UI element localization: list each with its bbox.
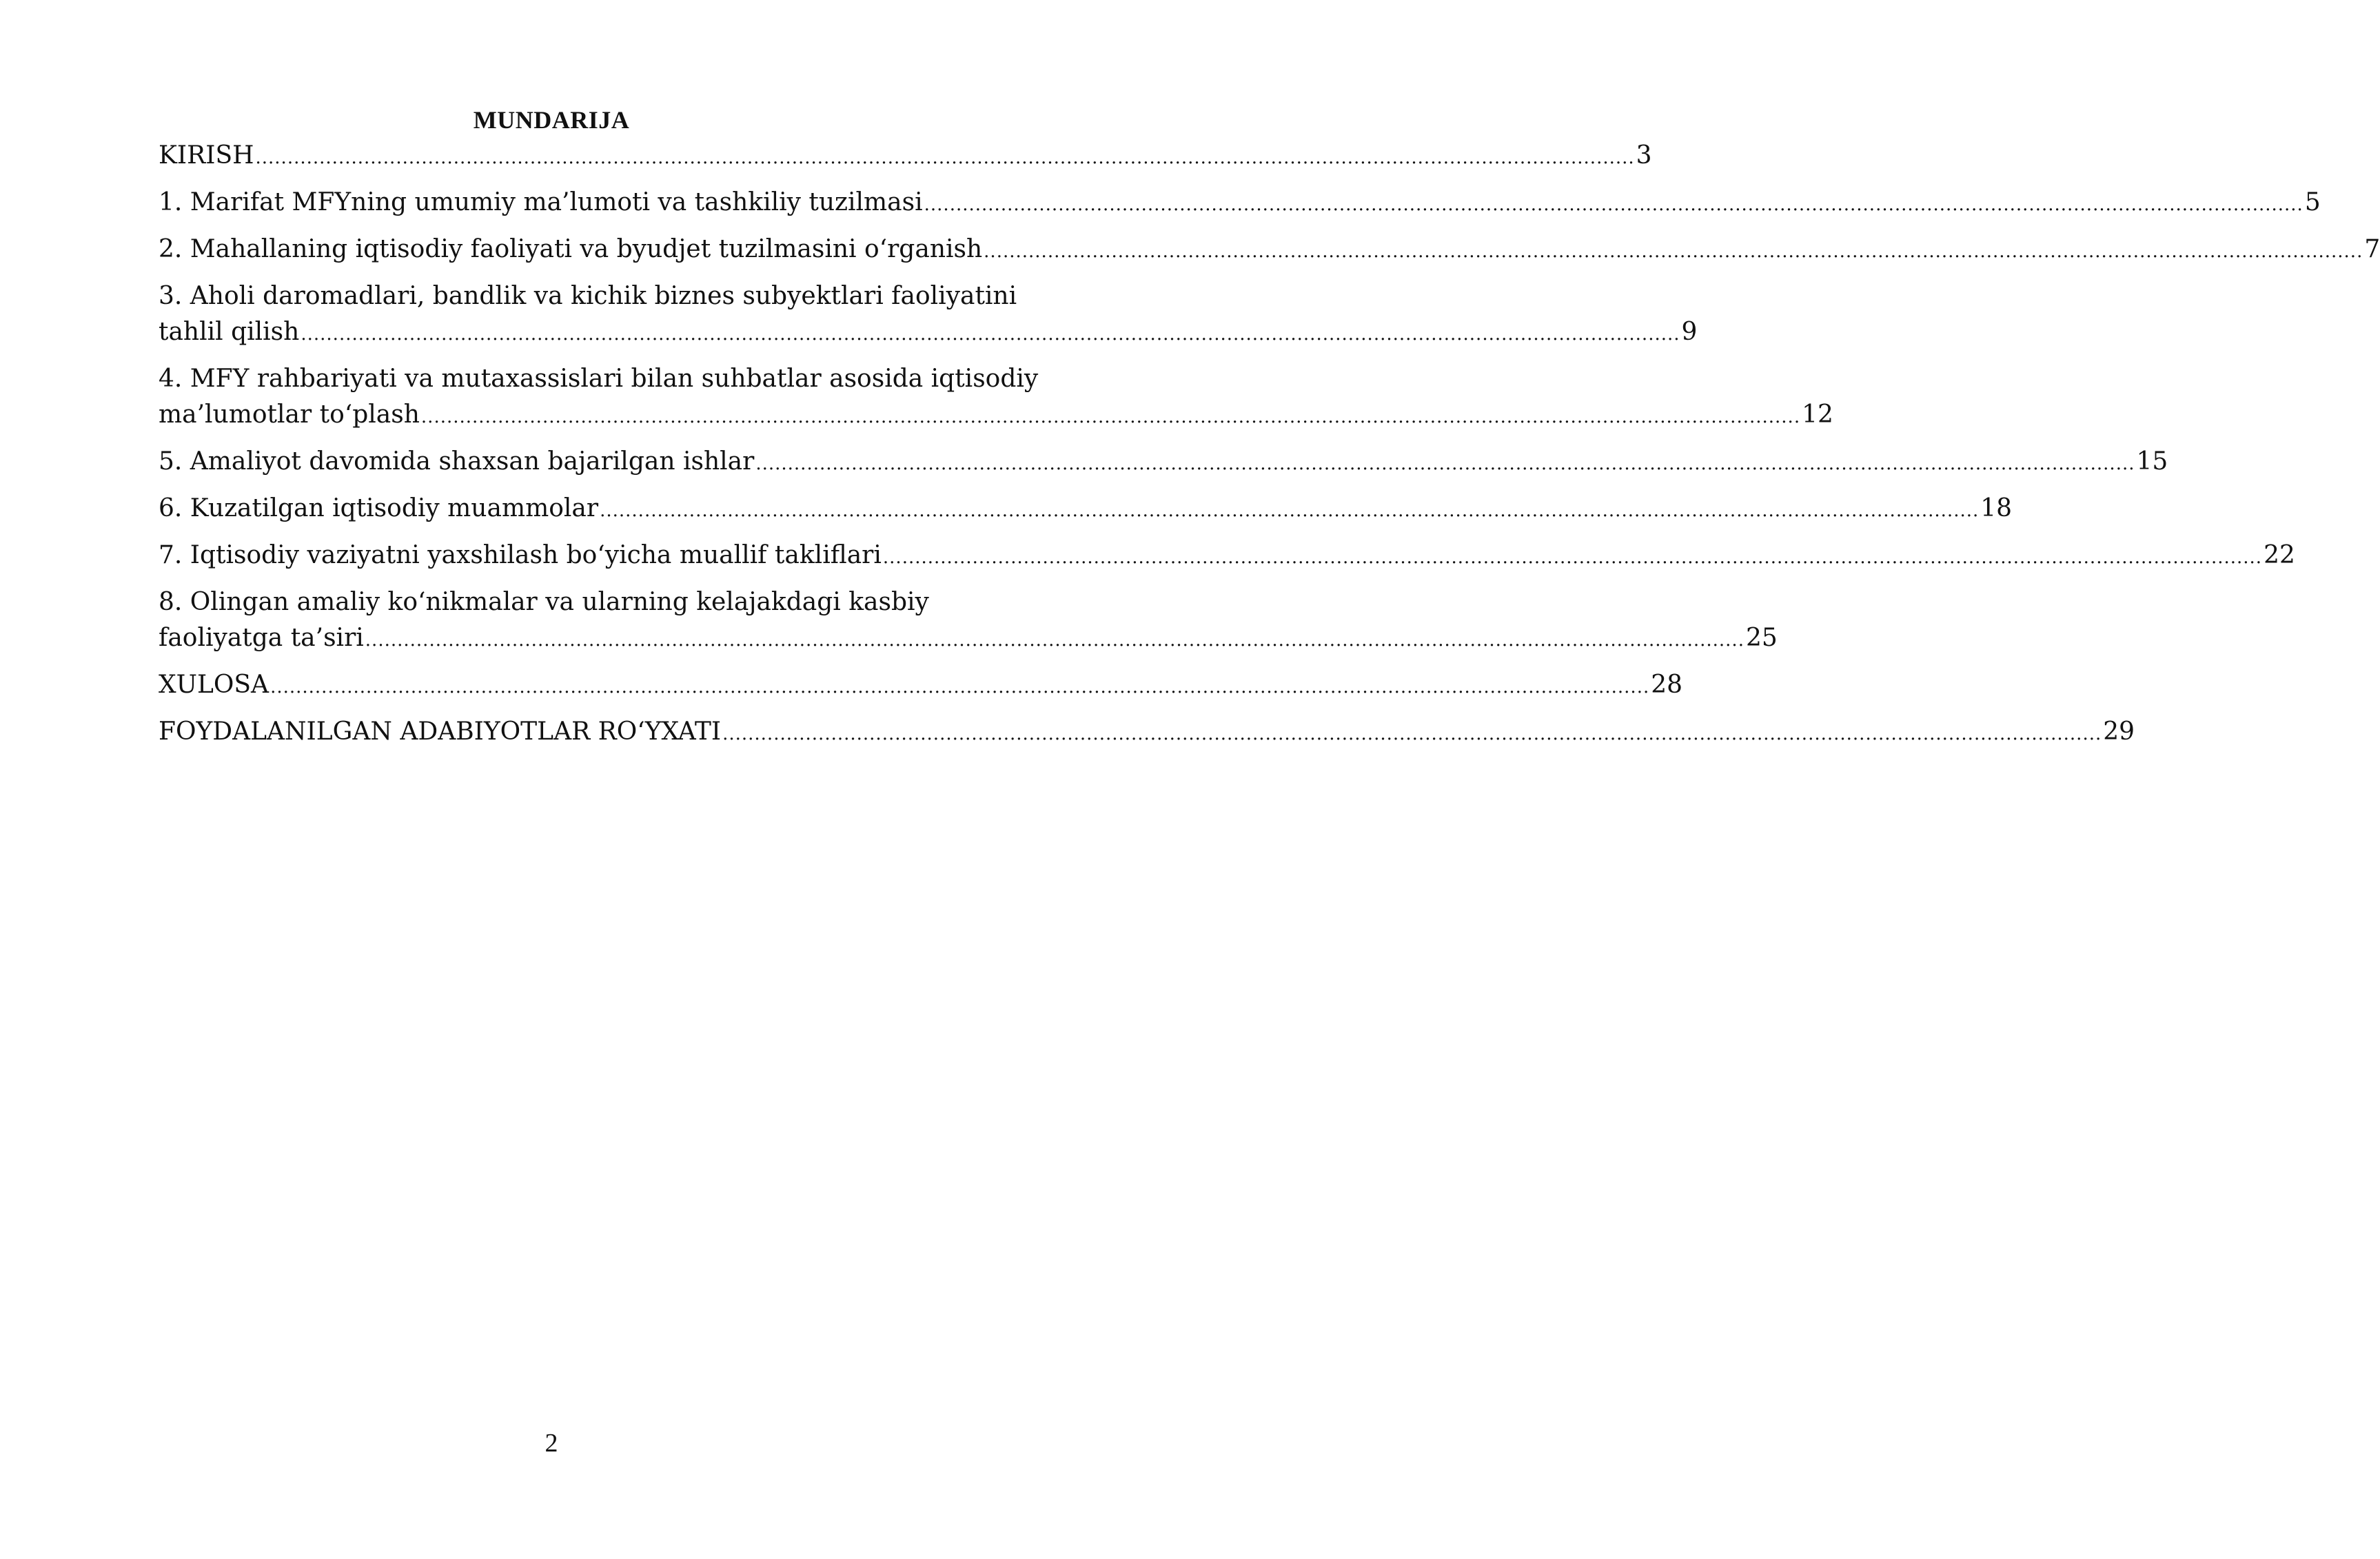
toc-entry-text: FOYDALANILGAN ADABIYOTLAR RO‘YXATI — [159, 717, 722, 746]
toc-entry[interactable] — [159, 185, 2321, 223]
toc-entry-text: 1. Marifat MFYning umumiy ma’lumoti va tashkiliy tuzilmasi — [159, 188, 923, 216]
table-of-contents — [159, 138, 2380, 761]
toc-entry-page: 9 — [1681, 318, 1698, 346]
toc-entry[interactable] — [159, 584, 1778, 658]
dot-leader: ........................................................................................................................................................................................................................ — [882, 547, 2263, 568]
toc-entry-text: 5. Amaliyot davomida shaxsan bajarilgan ishlar — [159, 447, 755, 476]
toc-entry-text-line1: 8. Olingan amaliy ko‘nikmalar va ularning kelajakdagi kasbiy — [159, 588, 929, 616]
toc-entry-page: 3 — [1636, 141, 1652, 170]
dot-leader: ........................................................................................................................................................................................................................ — [924, 194, 2303, 215]
toc-entry-text: KIRISH — [159, 141, 254, 170]
dot-leader: ........................................................................................................................................................................................................................ — [600, 500, 1980, 521]
toc-entry[interactable] — [159, 714, 2135, 752]
toc-entry-text: tahlil qilish — [159, 318, 300, 346]
toc-entry-text: XULOSA — [159, 671, 269, 699]
toc-entry-page: 22 — [2264, 541, 2295, 569]
toc-entry[interactable] — [159, 278, 1698, 352]
toc-entry[interactable] — [159, 667, 1683, 705]
toc-entry-text: ma’lumotlar to‘plash — [159, 400, 420, 429]
toc-entry-text: 7. Iqtisodiy vaziyatni yaxshilash bo‘yicha muallif takliflari — [159, 541, 882, 569]
toc-entry-page: 29 — [2103, 717, 2135, 746]
toc-entry-page: 5 — [2304, 188, 2321, 216]
toc-entry-text-line1: 4. MFY rahbariyati va mutaxassislari bilan suhbatlar asosida iqtisodiy — [159, 365, 1039, 393]
dot-leader: ........................................................................................................................................................................................................................ — [255, 147, 1635, 168]
toc-entry[interactable] — [159, 444, 2168, 482]
dot-leader: ........................................................................................................................................................................................................................ — [984, 241, 2363, 262]
toc-entry-page: 15 — [2136, 447, 2168, 476]
toc-title: MUNDARIJA — [473, 106, 630, 134]
dot-leader: ........................................................................................................................................................................................................................ — [722, 724, 2102, 744]
toc-entry-text: 2. Mahallaning iqtisodiy faoliyati va byudjet tuzilmasini o‘rganish — [159, 235, 983, 263]
toc-entry[interactable] — [159, 538, 2295, 575]
toc-entry[interactable] — [159, 491, 2013, 529]
toc-entry[interactable] — [159, 138, 1652, 176]
toc-entry-page: 25 — [1745, 624, 1778, 652]
toc-entry-page: 12 — [1802, 400, 1833, 429]
dot-leader: ........................................................................................................................................................................................................................ — [270, 677, 1650, 697]
dot-leader: ........................................................................................................................................................................................................................ — [420, 407, 1801, 427]
toc-entry-page: 18 — [1980, 494, 2013, 522]
toc-entry-text-line1: 3. Aholi daromadlari, bandlik va kichik biznes subyektlari faoliyatini — [159, 282, 1017, 310]
dot-leader: ........................................................................................................................................................................................................................ — [755, 454, 2135, 474]
toc-entry-text: 6. Kuzatilgan iqtisodiy muammolar — [159, 494, 599, 522]
dot-leader: ........................................................................................................................................................................................................................ — [365, 630, 1745, 651]
toc-entry-page: 28 — [1651, 671, 1683, 699]
toc-entry-page: 7 — [2364, 235, 2380, 263]
dot-leader: ........................................................................................................................................................................................................................ — [301, 324, 1680, 345]
toc-entry[interactable] — [159, 232, 2380, 269]
toc-entry-text: faoliyatga ta’siri — [159, 624, 364, 652]
page-number: 2 — [545, 1429, 558, 1458]
toc-entry[interactable] — [159, 361, 1833, 435]
